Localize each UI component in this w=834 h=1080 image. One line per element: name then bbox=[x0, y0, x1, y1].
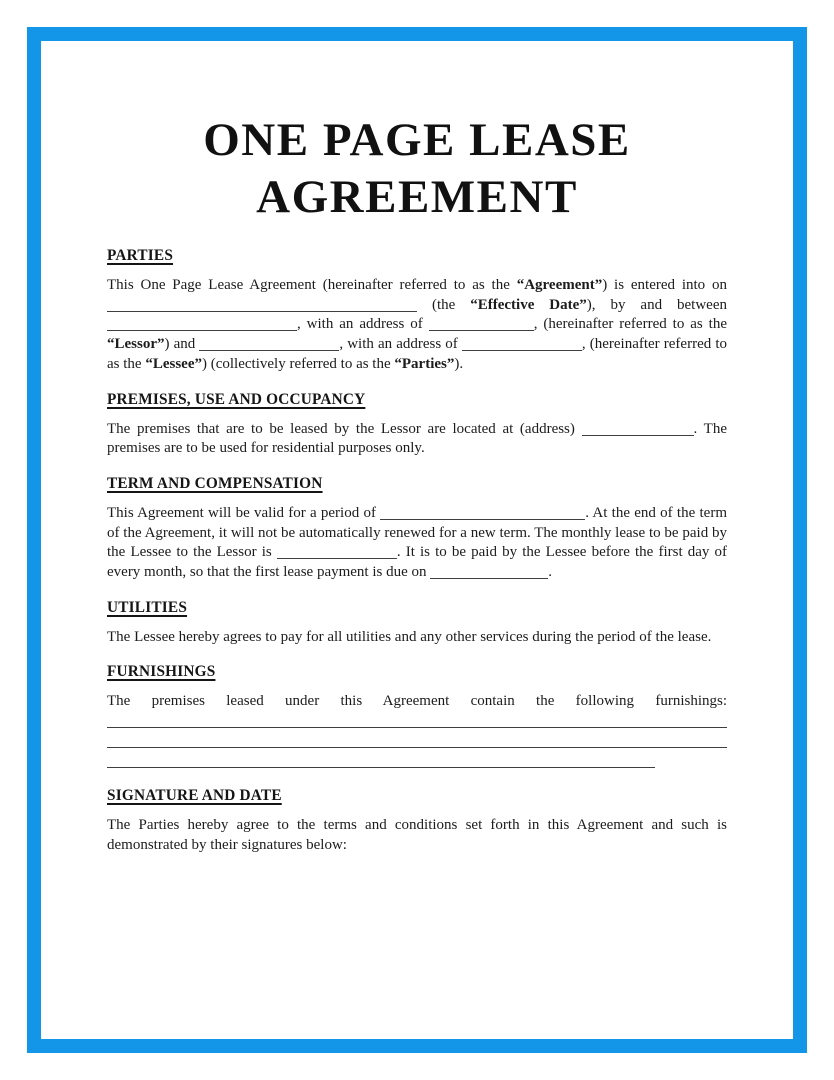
defined-term: “Parties” bbox=[394, 355, 455, 372]
defined-term: “Lessee” bbox=[145, 355, 202, 372]
paragraph bbox=[107, 276, 727, 375]
paragraph bbox=[107, 816, 727, 855]
section-heading: TERM AND COMPENSATION bbox=[107, 474, 323, 492]
section-signature bbox=[107, 786, 727, 855]
text-run: This One Page Lease Agreement (hereinafter referred to as the bbox=[107, 277, 517, 293]
section-term bbox=[107, 474, 727, 583]
fill-in-blank bbox=[582, 422, 694, 436]
section-premises bbox=[107, 390, 727, 459]
section-heading: UTILITIES bbox=[107, 598, 188, 616]
text-run: , (hereinafter referred to as the bbox=[107, 336, 727, 372]
text-run: ) and bbox=[164, 336, 200, 353]
lease-sections bbox=[107, 246, 727, 856]
title-line-1: ONE PAGE LEASE bbox=[203, 114, 631, 166]
lease-document bbox=[107, 112, 727, 856]
text-run: ) is entered into on bbox=[602, 277, 727, 293]
fill-in-blank bbox=[107, 317, 297, 331]
text-run: , with an address of bbox=[297, 316, 429, 333]
text-run: . The premises are to be used for residential purposes only. bbox=[107, 420, 727, 457]
text-run: The premises leased under this Agreement contain the following furnishings: bbox=[107, 693, 727, 710]
text-run: This Agreement will be valid for a period of bbox=[107, 504, 381, 521]
fill-in-blank bbox=[107, 734, 727, 748]
section-heading: PARTIES bbox=[107, 247, 174, 264]
fill-in-blank bbox=[107, 714, 727, 728]
text-run: , with an address of bbox=[339, 336, 462, 353]
title-line-2: AGREEMENT bbox=[256, 171, 578, 223]
section-utilities bbox=[107, 598, 727, 648]
section-heading: PREMISES, USE AND OCCUPANCY bbox=[107, 390, 366, 408]
document-title bbox=[107, 112, 727, 226]
fill-in-blank bbox=[107, 298, 417, 312]
text-run: . It is to be paid by the Lessee before the first day of every month, so that the first lease payment is due on bbox=[107, 544, 727, 581]
text-run: (the bbox=[417, 296, 471, 313]
text-run: The Lessee hereby agrees to pay for all utilities and any other services during the period of the lease. bbox=[107, 628, 712, 645]
fill-in-blank bbox=[199, 337, 339, 351]
defined-term: “Agreement” bbox=[516, 277, 603, 293]
section-heading: SIGNATURE AND DATE bbox=[107, 787, 282, 805]
defined-term: “Lessor” bbox=[107, 336, 165, 353]
text-run: . bbox=[548, 564, 553, 581]
text-run: ), by and between bbox=[586, 296, 727, 313]
text-run: The premises that are to be leased by the Lessor are located at (address) bbox=[107, 420, 582, 437]
text-run: ). bbox=[454, 355, 464, 372]
fill-in-blank bbox=[462, 337, 582, 351]
fill-in-blank bbox=[430, 565, 548, 579]
paragraph bbox=[107, 420, 727, 459]
paragraph bbox=[107, 628, 727, 648]
text-run: The Parties hereby agree to the terms and conditions set forth in this Agreement and such is demonstrated by their signatures below: bbox=[107, 817, 727, 853]
paragraph bbox=[107, 692, 727, 771]
fill-in-blank bbox=[380, 506, 585, 520]
fill-in-blank bbox=[107, 754, 655, 768]
text-run: ) (collectively referred to as the bbox=[201, 355, 395, 372]
text-run: , (hereinafter referred to as the bbox=[533, 316, 728, 333]
section-heading: FURNISHINGS bbox=[107, 663, 216, 681]
fill-in-blank bbox=[429, 317, 534, 331]
section-parties bbox=[107, 246, 727, 375]
defined-term: “Effective Date” bbox=[470, 296, 587, 313]
fill-in-blank bbox=[277, 545, 397, 559]
paragraph bbox=[107, 504, 727, 583]
section-furnishings bbox=[107, 662, 727, 771]
text-run: . At the end of the term of the Agreement, it will not be automatically renewed for a new term. The monthly lease to be paid by the Lessee to the Lessor is bbox=[107, 504, 727, 561]
page-border bbox=[27, 27, 807, 1053]
